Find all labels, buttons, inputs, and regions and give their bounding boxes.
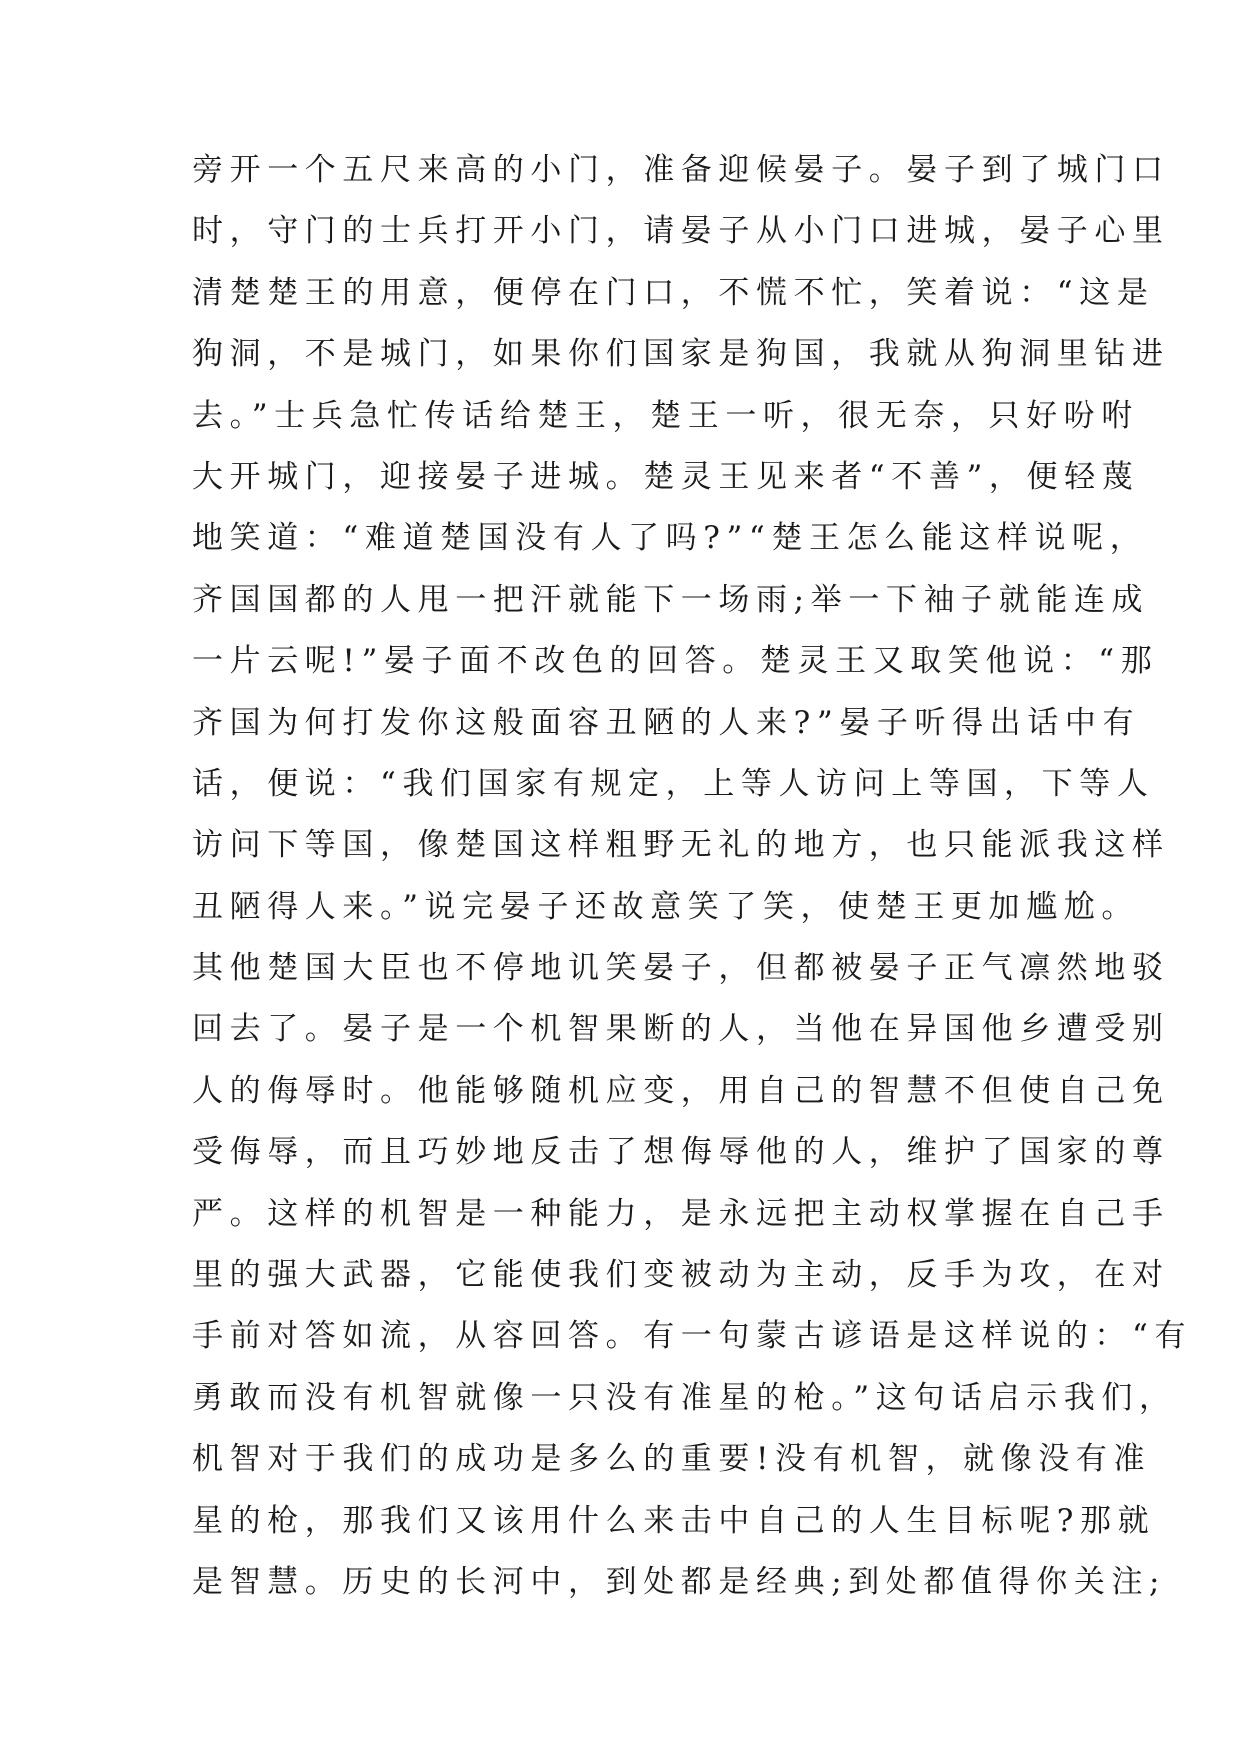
body-text: [192, 140, 1193, 1613]
text-line: 齐国为何打发你这般面容丑陋的人来?”晏子听得出话中有: [192, 704, 1141, 741]
text-line: 受侮辱，而且巧妙地反击了想侮辱他的人，维护了国家的尊: [192, 1134, 1170, 1171]
text-line: 清楚楚王的用意，便停在门口，不慌不忙，笑着说：“这是: [192, 274, 1155, 311]
text-line: 旁开一个五尺来高的小门，准备迎候晏子。晏子到了城门口: [192, 152, 1170, 188]
text-line: 是智慧。历史的长河中，到处都是经典;到处都值得你关注;: [192, 1563, 1167, 1600]
text-line: 狗洞，不是城门，如果你们国家是狗国，我就从狗洞里钻进: [192, 336, 1170, 373]
text-line: 丑陋得人来。”说完晏子还故意笑了笑，使楚王更加尴尬。: [192, 888, 1139, 925]
text-line: 时，守门的士兵打开小门，请晏子从小门口进城，晏子心里: [192, 213, 1170, 250]
text-line: 人的侮辱时。他能够随机应变，用自己的智慧不但使自己免: [192, 1072, 1170, 1109]
text-line: 严。这样的机智是一种能力，是永远把主动权掌握在自己手: [192, 1195, 1170, 1232]
text-line: 机智对于我们的成功是多么的重要!没有机智，就像没有准: [192, 1441, 1152, 1478]
text-line: 里的强大武器，它能使我们变被动为主动，反手为攻，在对: [192, 1257, 1170, 1294]
text-line: 地笑道：“难道楚国没有人了吗?”“楚王怎么能这样说呢，: [192, 520, 1148, 557]
text-line: 星的枪，那我们又该用什么来击中自己的人生目标呢?那就: [192, 1502, 1156, 1539]
text-line: 去。”士兵急忙传话给楚王，楚王一听，很无奈，只好吩咐: [192, 397, 1139, 434]
text-line: 手前对答如流，从容回答。有一句蒙古谚语是这样说的：“有: [192, 1318, 1193, 1355]
text-line: 访问下等国，像楚国这样粗野无礼的地方，也只能派我这样: [192, 827, 1170, 864]
text-line: 一片云呢!”晏子面不改色的回答。楚灵王又取笑他说：“那: [192, 643, 1159, 680]
text-line: 回去了。晏子是一个机智果断的人，当他在异国他乡遭受别: [192, 1011, 1170, 1048]
text-line: 其他楚国大臣也不停地讥笑晏子，但都被晏子正气凛然地驳: [192, 950, 1170, 987]
text-line: 勇敢而没有机智就像一只没有准星的枪。”这句话启示我们，: [192, 1379, 1177, 1416]
text-line: 齐国国都的人甩一把汗就能下一场雨;举一下袖子就能连成: [192, 581, 1150, 618]
text-line: 话，便说：“我们国家有规定，上等人访问上等国，下等人: [192, 765, 1155, 802]
text-line: 大开城门，迎接晏子进城。楚灵王见来者“不善”，便轻蔑: [192, 458, 1140, 495]
